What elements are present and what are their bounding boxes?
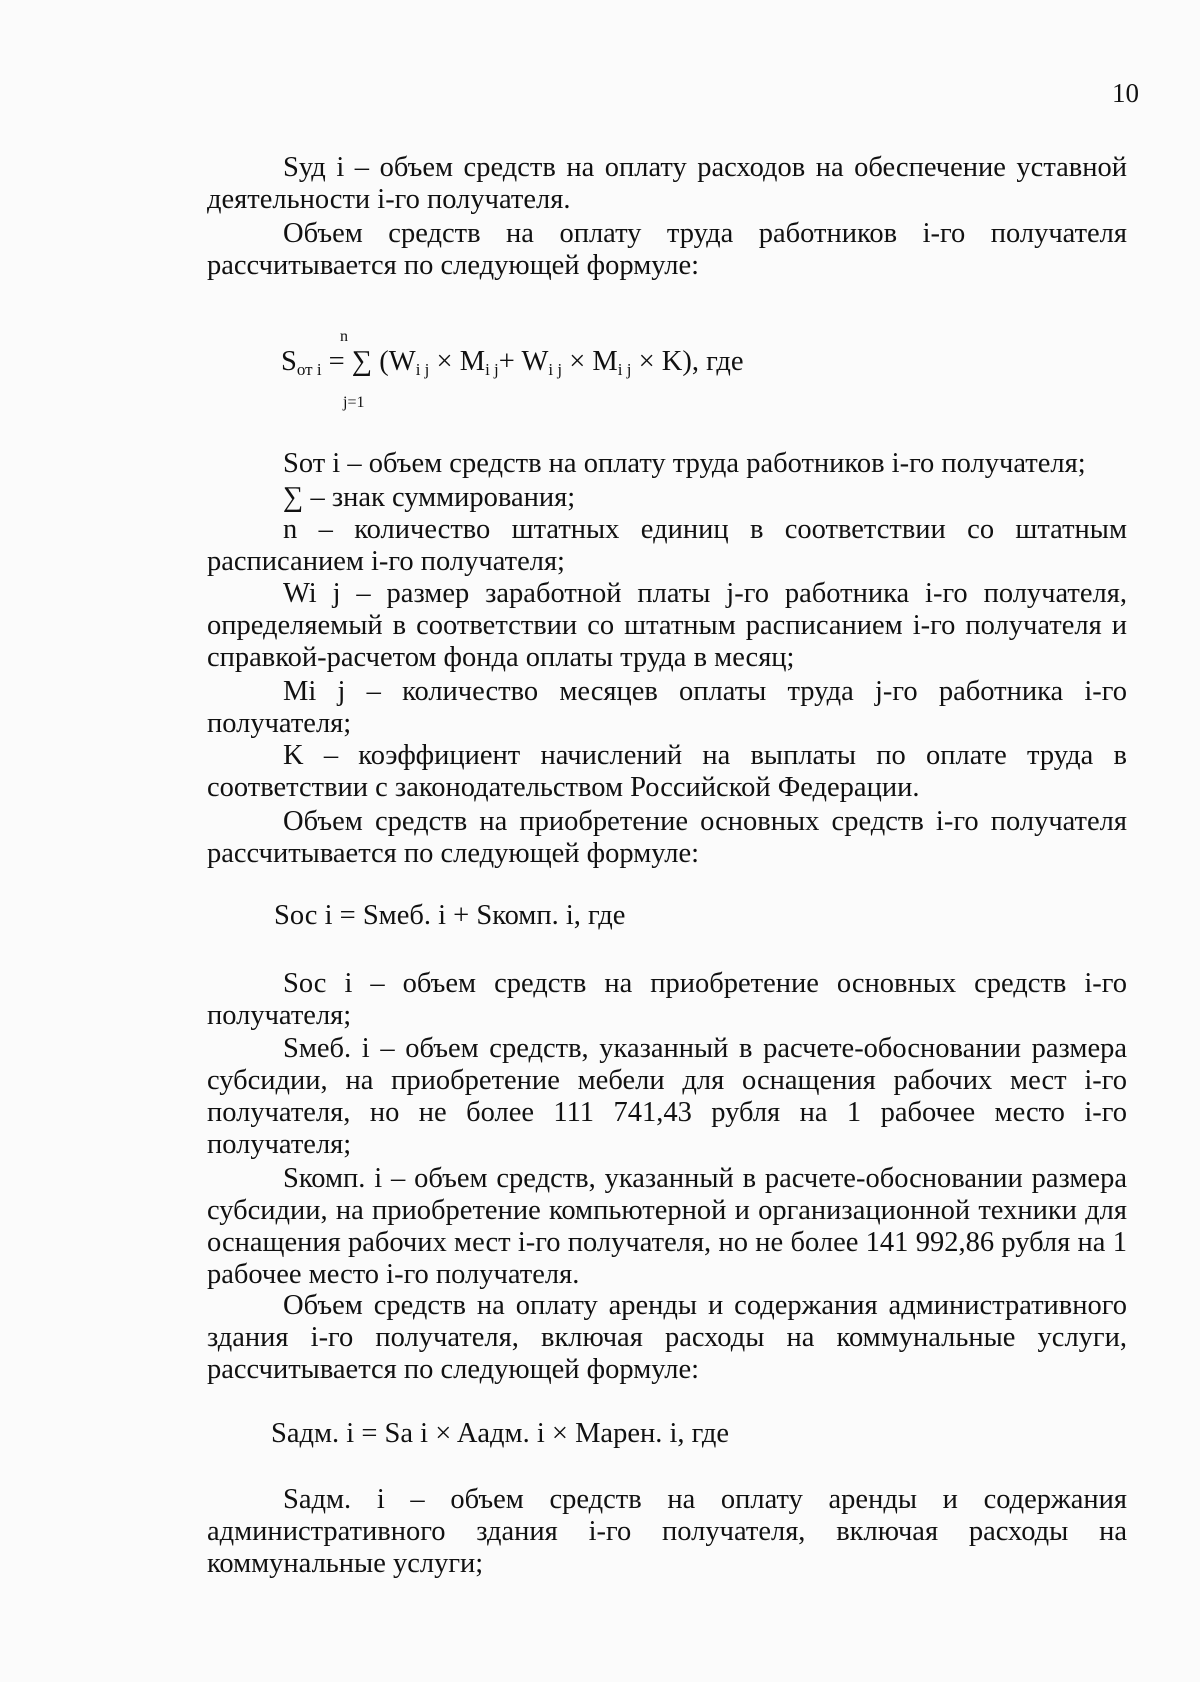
def-m: Mi j – количество месяцев оплаты труда j-го работника i-го получателя; bbox=[207, 676, 1127, 739]
formula-sub-ij-2: i j bbox=[485, 360, 499, 379]
paragraph-intro-assets: Объем средств на приобретение основных средств i-го получателя рассчитывается по следующей формуле: bbox=[207, 806, 1127, 869]
formula-sub-ij-1: i j bbox=[415, 360, 430, 379]
paragraph-intro-salary: Объем средств на оплату труда работников i-го получателя рассчитывается по следующей формуле: bbox=[207, 218, 1127, 281]
def-w: Wi j – размер заработной платы j-го работника i-го получателя, определяемый в соответствии со штатным расписанием i-го получателя и справкой-расчетом фонда оплаты труда в месяц; bbox=[207, 578, 1127, 673]
def-s-meb: Sмеб. i – объем средств, указанный в расчете-обосновании размера субсидии, на приобретение мебели для оснащения рабочих мест i-го получателя, но не более 111 741,43 рубля на 1 рабочее место i-го получателя; bbox=[207, 1033, 1127, 1160]
paragraph-s-ud: Sуд i – объем средств на оплату расходов на обеспечение уставной деятельности i-го получателя. bbox=[207, 152, 1127, 215]
formula-rent: Sадм. i = Sа i × Aадм. i × Mарен. i, где bbox=[271, 1418, 730, 1449]
formula-salary bbox=[281, 346, 744, 378]
def-k: K – коэффициент начислений на выплаты по оплате труда в соответствии с законодательством Российской Федерации. bbox=[207, 740, 1127, 803]
def-s-os: Sос i – объем средств на приобретение основных средств i-го получателя; bbox=[207, 968, 1127, 1031]
page-number: 10 bbox=[1112, 78, 1139, 108]
def-s-ot: Sот i – объем средств на оплату труда работников i-го получателя; bbox=[283, 448, 1086, 479]
def-s-adm: Sадм. i – объем средств на оплату аренды и содержания административного здания i-го получателя, включая расходы на коммунальные услуги; bbox=[207, 1484, 1127, 1579]
formula-part-2: × M bbox=[429, 346, 486, 377]
formula-lhs-sub: от i bbox=[296, 360, 322, 379]
def-sum-sign: ∑ – знак суммирования; bbox=[283, 482, 576, 513]
sum-upper-limit: n bbox=[340, 328, 348, 345]
formula-rhs: = ∑ (W bbox=[328, 346, 416, 377]
sum-lower-limit: j=1 bbox=[343, 394, 365, 411]
formula-part-8: × K), где bbox=[631, 346, 744, 377]
def-s-komp: Sкомп. i – объем средств, указанный в расчете-обосновании размера субсидии, на приобретение компьютерной и организационной техники для оснащения рабочих мест i-го получателя, но не более 141 992,86 рубля на 1 рабочее место i-го получателя. bbox=[207, 1163, 1127, 1290]
formula-lhs: S bbox=[281, 346, 297, 377]
formula-assets: Sос i = Sмеб. i + Sкомп. i, где bbox=[274, 900, 626, 931]
formula-part-6: × M bbox=[562, 346, 618, 377]
formula-sub-ij-4: i j bbox=[617, 360, 632, 379]
formula-part-4: + W bbox=[498, 346, 549, 377]
paragraph-intro-rent: Объем средств на оплату аренды и содержания административного здания i-го получателя, включая расходы на коммунальные услуги, рассчитывается по следующей формуле: bbox=[207, 1290, 1127, 1385]
formula-sub-ij-3: i j bbox=[548, 360, 563, 379]
def-n: n – количество штатных единиц в соответствии со штатным расписанием i-го получателя; bbox=[207, 514, 1127, 577]
